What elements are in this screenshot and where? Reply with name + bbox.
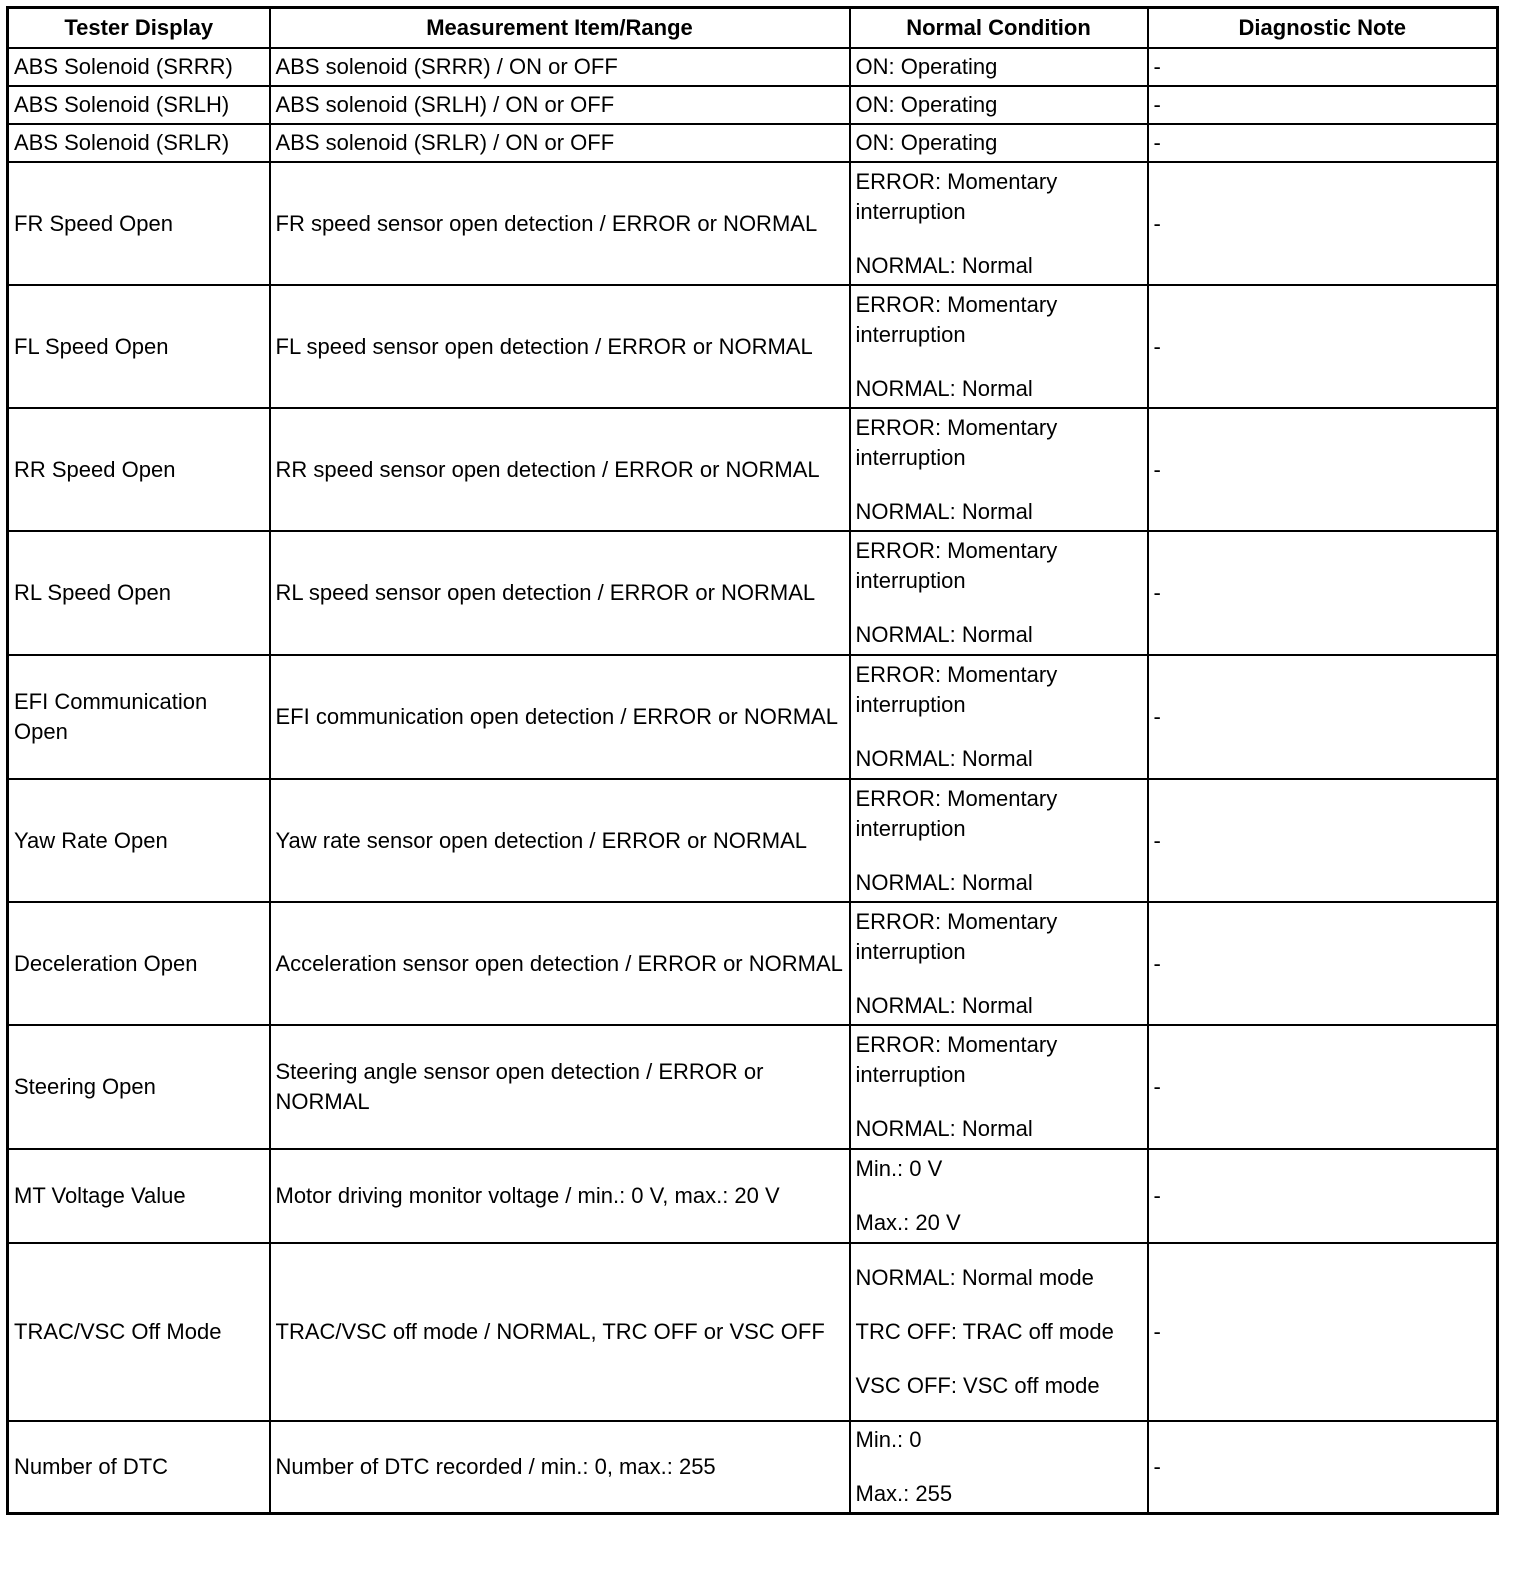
measurement-item-cell: ABS solenoid (SRLH) / ON or OFF [270, 86, 850, 124]
normal-condition-cell [850, 1025, 1148, 1149]
normal-condition-line: Max.: 20 V [855, 1210, 961, 1235]
normal-condition-cell [850, 655, 1148, 779]
measurement-item-cell: Acceleration sensor open detection / ERROR or NORMAL [270, 902, 850, 1025]
measurement-item-cell: Number of DTC recorded / min.: 0, max.: 255 [270, 1421, 850, 1513]
measurement-item-cell: Steering angle sensor open detection / ERROR or NORMAL [270, 1025, 850, 1149]
tester-display-cell: RL Speed Open [8, 531, 270, 655]
normal-condition-line: ERROR: Momentary interruption [855, 414, 1058, 470]
diagnostic-note-cell: - [1148, 48, 1498, 86]
tester-display-cell: Yaw Rate Open [8, 779, 270, 902]
tester-display-cell: TRAC/VSC Off Mode [8, 1243, 270, 1421]
diagnostic-note-cell: - [1148, 902, 1498, 1025]
tester-display-cell: FR Speed Open [8, 162, 270, 285]
diagnostic-note-cell: - [1148, 1421, 1498, 1513]
normal-condition-line: VSC OFF: VSC off mode [855, 1373, 1100, 1398]
measurement-item-cell: ABS solenoid (SRLR) / ON or OFF [270, 124, 850, 162]
diagnostic-note-cell: - [1148, 655, 1498, 779]
tester-display-cell: RR Speed Open [8, 408, 270, 531]
tester-display-cell: ABS Solenoid (SRLH) [8, 86, 270, 124]
normal-condition-line: NORMAL: Normal [855, 622, 1033, 647]
normal-condition-line: NORMAL: Normal [855, 252, 1033, 278]
normal-condition-cell [850, 285, 1148, 408]
normal-condition-line: ON: Operating [855, 130, 998, 155]
normal-condition-cell [850, 124, 1148, 162]
diagnostic-note-cell: - [1148, 285, 1498, 408]
header-row [8, 8, 1498, 49]
table-row [8, 124, 1498, 162]
normal-condition-line: NORMAL: Normal [855, 992, 1033, 1018]
header-diagnostic-note: Diagnostic Note [1148, 8, 1498, 49]
diagnostic-note-cell: - [1148, 1025, 1498, 1149]
table-row [8, 86, 1498, 124]
table-body [8, 48, 1498, 1513]
table-row [8, 408, 1498, 531]
diagnostic-note-cell: - [1148, 1243, 1498, 1421]
normal-condition-line: NORMAL: Normal [855, 498, 1033, 524]
normal-condition-line: ON: Operating [855, 54, 998, 79]
measurement-item-cell: RR speed sensor open detection / ERROR or NORMAL [270, 408, 850, 531]
measurement-item-cell: FR speed sensor open detection / ERROR or NORMAL [270, 162, 850, 285]
normal-condition-cell [850, 1421, 1148, 1513]
normal-condition-line: ERROR: Momentary interruption [855, 785, 1058, 841]
table-row [8, 655, 1498, 779]
normal-condition-cell [850, 408, 1148, 531]
diagnostic-note-cell: - [1148, 86, 1498, 124]
table-row [8, 162, 1498, 285]
normal-condition-line: Max.: 255 [855, 1480, 953, 1506]
data-list-table [6, 6, 1499, 1515]
diagnostic-note-cell: - [1148, 779, 1498, 902]
tester-display-cell: FL Speed Open [8, 285, 270, 408]
normal-condition-cell [850, 779, 1148, 902]
header-normal-condition: Normal Condition [850, 8, 1148, 49]
header-tester-display: Tester Display [8, 8, 270, 49]
measurement-item-cell: Motor driving monitor voltage / min.: 0 V, max.: 20 V [270, 1149, 850, 1243]
table-row [8, 902, 1498, 1025]
normal-condition-line: ERROR: Momentary interruption [855, 538, 1058, 593]
normal-condition-line: NORMAL: Normal [855, 1116, 1033, 1141]
tester-display-cell: Number of DTC [8, 1421, 270, 1513]
normal-condition-cell [850, 86, 1148, 124]
normal-condition-line: ERROR: Momentary interruption [855, 908, 1058, 964]
tester-display-cell: Deceleration Open [8, 902, 270, 1025]
normal-condition-line: NORMAL: Normal [855, 746, 1033, 771]
measurement-item-cell: EFI communication open detection / ERROR or NORMAL [270, 655, 850, 779]
normal-condition-line: NORMAL: Normal mode [855, 1265, 1094, 1290]
diagnostic-note-cell: - [1148, 408, 1498, 531]
measurement-item-cell: TRAC/VSC off mode / NORMAL, TRC OFF or VSC OFF [270, 1243, 850, 1421]
tester-display-cell: ABS Solenoid (SRRR) [8, 48, 270, 86]
normal-condition-line: TRC OFF: TRAC off mode [855, 1319, 1114, 1344]
diagnostic-note-cell: - [1148, 162, 1498, 285]
normal-condition-line: NORMAL: Normal [855, 869, 1033, 895]
diagnostic-note-cell: - [1148, 124, 1498, 162]
table-row [8, 1149, 1498, 1243]
normal-condition-line: Min.: 0 V [855, 1156, 943, 1181]
measurement-item-cell: RL speed sensor open detection / ERROR or NORMAL [270, 531, 850, 655]
normal-condition-line: Min.: 0 [855, 1426, 922, 1452]
measurement-item-cell: Yaw rate sensor open detection / ERROR or NORMAL [270, 779, 850, 902]
normal-condition-line: ERROR: Momentary interruption [855, 291, 1058, 347]
tester-display-cell: MT Voltage Value [8, 1149, 270, 1243]
table-row [8, 1421, 1498, 1513]
normal-condition-line: ERROR: Momentary interruption [855, 168, 1058, 224]
tester-display-cell: EFI Communication Open [8, 655, 270, 779]
diagnostic-note-cell: - [1148, 531, 1498, 655]
header-measurement-item: Measurement Item/Range [270, 8, 850, 49]
normal-condition-line: NORMAL: Normal [855, 375, 1033, 401]
normal-condition-cell [850, 531, 1148, 655]
table-row [8, 285, 1498, 408]
table-row [8, 48, 1498, 86]
table-row [8, 779, 1498, 902]
normal-condition-cell [850, 48, 1148, 86]
tester-display-cell: ABS Solenoid (SRLR) [8, 124, 270, 162]
normal-condition-cell [850, 162, 1148, 285]
normal-condition-cell [850, 1149, 1148, 1243]
measurement-item-cell: ABS solenoid (SRRR) / ON or OFF [270, 48, 850, 86]
tester-display-cell: Steering Open [8, 1025, 270, 1149]
table-row [8, 1243, 1498, 1421]
diagnostic-note-cell: - [1148, 1149, 1498, 1243]
normal-condition-line: ERROR: Momentary interruption [855, 662, 1058, 717]
table-row [8, 1025, 1498, 1149]
table-row [8, 531, 1498, 655]
measurement-item-cell: FL speed sensor open detection / ERROR or NORMAL [270, 285, 850, 408]
normal-condition-cell [850, 902, 1148, 1025]
normal-condition-line: ERROR: Momentary interruption [855, 1032, 1058, 1087]
normal-condition-cell [850, 1243, 1148, 1421]
normal-condition-line: ON: Operating [855, 92, 998, 117]
